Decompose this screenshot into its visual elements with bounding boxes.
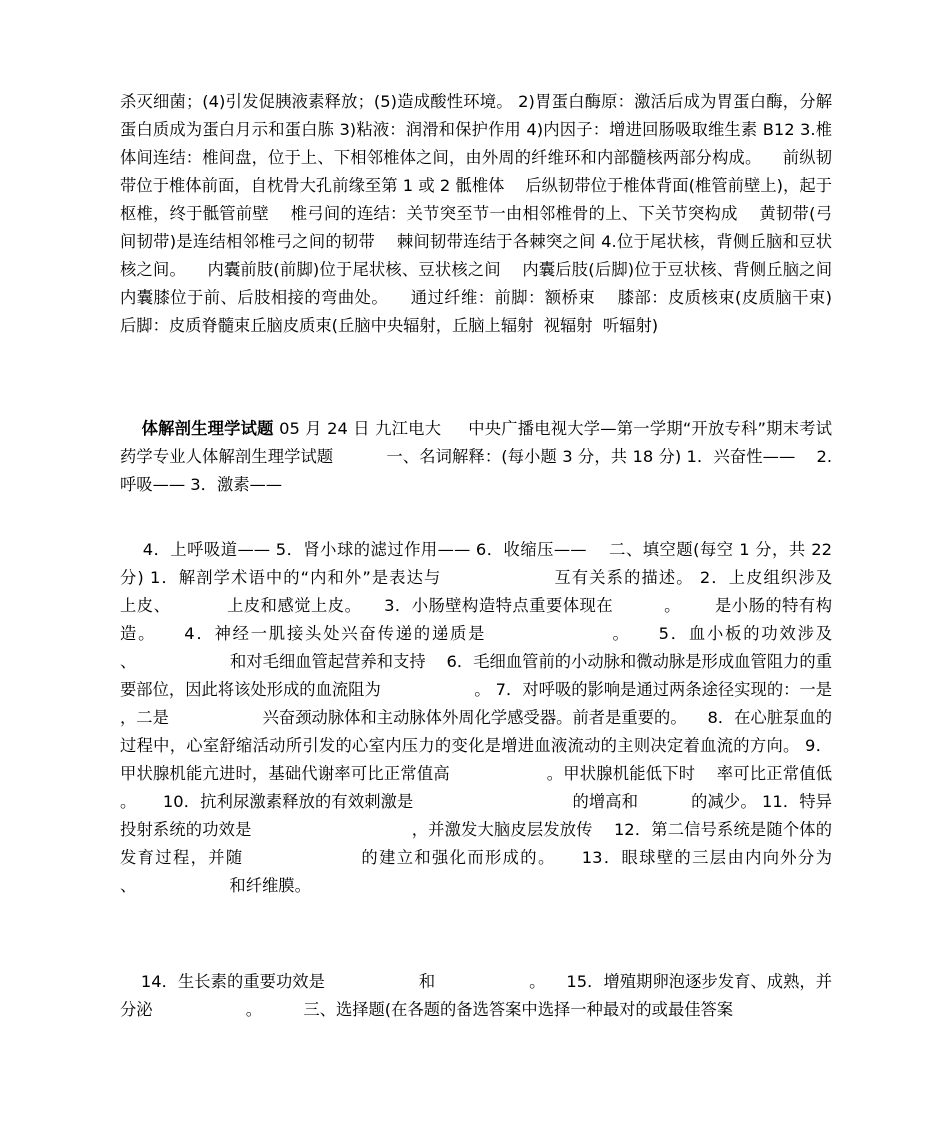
fill-in-continued-text: 14．生长素的重要功效是 和 。 15．增殖期卵泡逐步发育、成熟，并分泌 。 三、选择题(在各题的备选答案中选择一种最对的或最佳答案 [120, 972, 833, 1019]
fill-in-text: 4．上呼吸道—— 5．肾小球的滤过作用—— 6．收缩压—— 二、填空题(每空 1 分，共 22 分) 1．解剖学术语中的“内和外”是表达与 互有关系的描述。 2．上皮组织涉及 上皮、 上皮和感觉上皮。 3．小肠壁构造特点重要体现在 。 是小肠的特有构造。 4．神经一肌接头处兴奋传递的递质是 。 5．血小板的功效涉及 、 和对毛细血管起营养和支持 6．毛细血管前的小动脉和微动脉是形成血管阻力的重要部位，因此将该处形成的血流阻为 。 7．对呼吸的影响是通过两条途径实现的：一是 ，二是 兴奋颈动脉体和主动脉体外周化学感受器。前者是重要的。 8．在心脏泵血的过程中，心室舒缩活动所引发的心室内压力的变化是增进血液流动的主则决定着血流的方向。 9．甲状腺机能亢进时，基础代谢率可比正常值高 。甲状腺机能低下时 率可比正常值低 。 10．抗利尿激素释放的有效刺激是 的增高和 的减少。 11．特异投射系统的功效是 ，并激发大脑皮层发放传 12．第二信号系统是随个体的发育过程，并随 的建立和强化而形成的。 13．眼球壁的三层由内向外分为 、 和纤维膜。 [120, 540, 926, 895]
paragraph-exam-header [120, 415, 838, 499]
paragraph-fill-in-questions [120, 536, 926, 900]
paragraph-digestion-anatomy: 杀灭细菌；(4)引发促胰液素释放；(5)造成酸性环境。 2)胃蛋白酶原：激活后成为胃蛋白酶，分解蛋白质成为蛋白月示和蛋白胨 3)粘液：润滑和保护作用 4)内因子：增进回肠吸取维生素 B12 3.椎体间连结：椎间盘，位于上、下相邻椎体之间，由外周的纤维环和内部髓核两部分构成。 前纵韧带位于椎体前面，自枕骨大孔前缘至第 1 或 2 骶椎体 后纵韧带位于椎体背面(椎管前壁上)，起于枢椎，终于骶管前壁 椎弓间的连结：关节突至节一由相邻椎骨的上、下关节突构成 黄韧带(弓间韧带)是连结相邻椎弓之间的韧带 棘间韧带连结于各棘突之间 4.位于尾状核，背侧丘脑和豆状核之间。 内囊前肢(前脚)位于尾状核、豆状核之间 内囊后肢(后脚)位于豆状核、背侧丘脑之间 内囊膝位于前、后肢相接的弯曲处。 通过纤维：前脚：额桥束 膝部：皮质核束(皮质脑干束) 后脚：皮质脊髓束丘脑皮质束(丘脑中央辐射，丘脑上辐射 视辐射 听辐射) [120, 92, 853, 335]
exam-title: 体解剖生理学试题 [141, 419, 274, 438]
paragraph-fill-in-continued [120, 968, 832, 1024]
exam-header-text: 05 月 24 日 九江电大 中央广播电视大学—第一学期“开放专科”期末考试 药学专业人体解剖生理学试题 一、名词解释：(每小题 3 分，共 18 分) 1．兴奋性—— 2. 呼吸—— 3．激素—— [120, 419, 838, 494]
